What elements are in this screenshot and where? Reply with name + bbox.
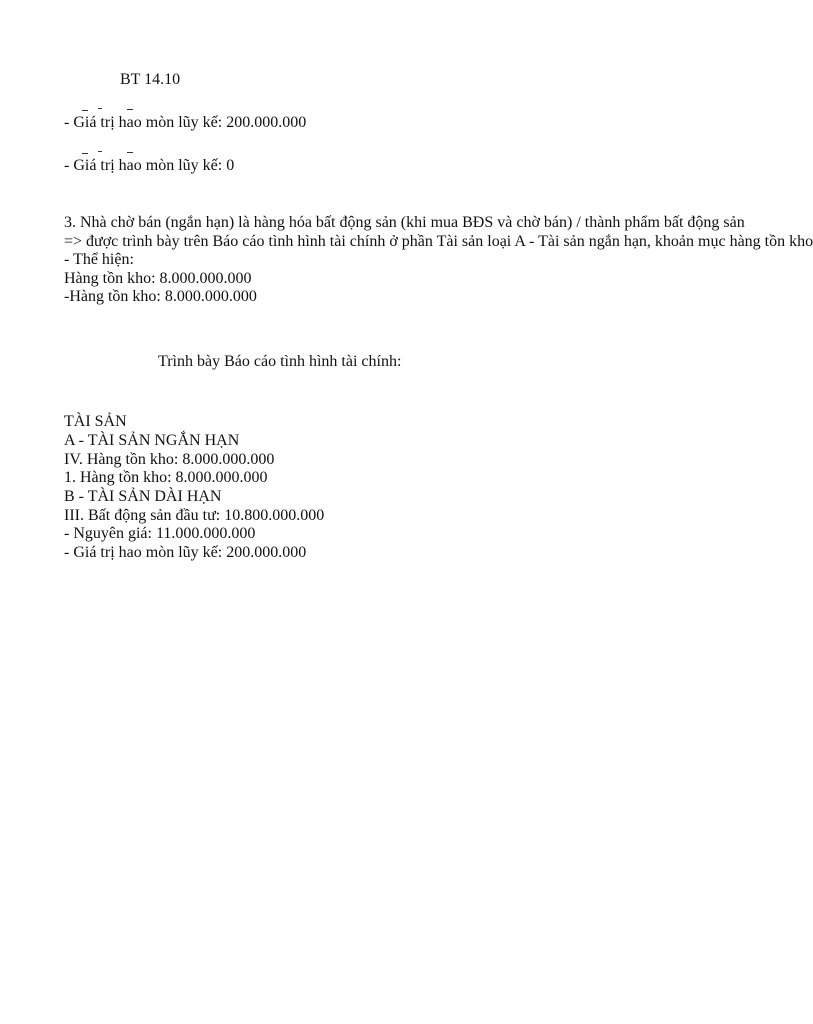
stray-mark bbox=[127, 152, 133, 153]
report-line-8: - Giá trị hao mòn lũy kế: 200.000.000 bbox=[64, 544, 307, 561]
stray-mark bbox=[82, 110, 88, 111]
paragraph-3-line-3: - Thể hiện: bbox=[64, 251, 134, 268]
heading: BT 14.10 bbox=[120, 71, 181, 88]
accumulated-depreciation-line-2: - Giá trị hao mòn lũy kế: 0 bbox=[64, 157, 235, 174]
report-line-2: A - TÀI SẢN NGẮN HẠN bbox=[64, 432, 240, 449]
section-title: Trình bày Báo cáo tình hình tài chính: bbox=[158, 353, 402, 370]
paragraph-3-line-5: -Hàng tồn kho: 8.000.000.000 bbox=[64, 288, 257, 305]
report-line-5: B - TÀI SẢN DÀI HẠN bbox=[64, 488, 222, 505]
stray-mark bbox=[98, 108, 102, 109]
report-line-7: - Nguyên giá: 11.000.000.000 bbox=[64, 525, 256, 542]
report-line-4: 1. Hàng tồn kho: 8.000.000.000 bbox=[64, 469, 268, 486]
stray-mark bbox=[82, 153, 88, 154]
paragraph-3-line-1: 3. Nhà chờ bán (ngắn hạn) là hàng hóa bất động sản (khi mua BĐS và chờ bán) / thành phẩm bất động sản bbox=[64, 214, 745, 231]
accumulated-depreciation-line-1: - Giá trị hao mòn lũy kế: 200.000.000 bbox=[64, 114, 307, 131]
paragraph-3-line-2: => được trình bày trên Báo cáo tình hình tài chính ở phần Tài sản loại A - Tài sản ngắn hạn, khoản mục hàng tồn kho bbox=[64, 233, 813, 250]
report-line-6: III. Bất động sản đầu tư: 10.800.000.000 bbox=[64, 507, 325, 524]
report-line-3: IV. Hàng tồn kho: 8.000.000.000 bbox=[64, 451, 275, 468]
stray-mark bbox=[127, 109, 133, 110]
stray-mark bbox=[98, 151, 102, 152]
paragraph-3-line-4: Hàng tồn kho: 8.000.000.000 bbox=[64, 270, 252, 287]
report-line-1: TÀI SẢN bbox=[64, 413, 127, 430]
